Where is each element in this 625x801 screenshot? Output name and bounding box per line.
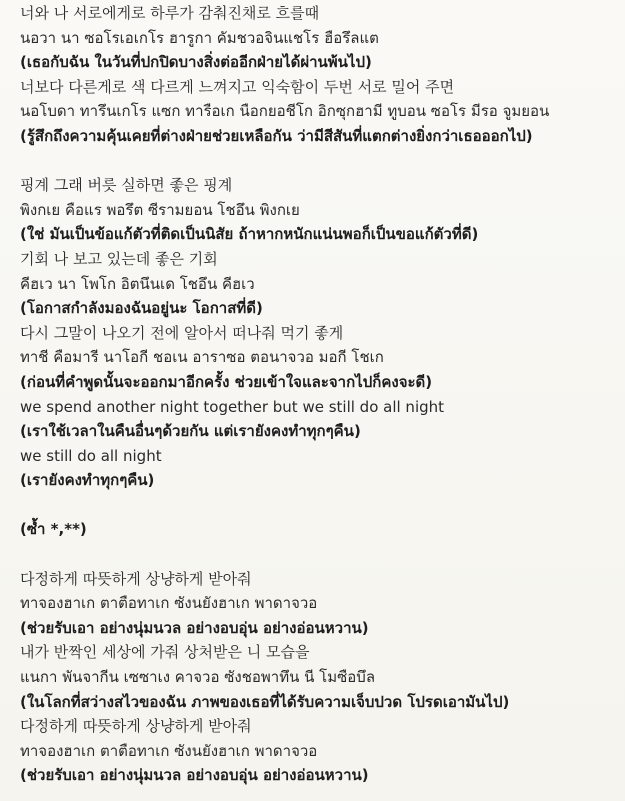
korean-line: 너보다 다른게로 색 다르게 느껴지고 익숙함이 두번 서로 밀어 주면	[20, 77, 455, 96]
english-line: we still do all night	[20, 446, 162, 465]
thai-translation-line: (เราใช้เวลาในคืนอื่นๆด้วยกัน แต่เรายังคงทำทุกๆคืน)	[20, 422, 361, 441]
thai-romanization-line: พิงกเย คือแร พอรึต ซีรามยอน โชอึน พิงกเย	[20, 200, 300, 219]
english-line: we spend another night together but we still do all night	[20, 397, 445, 416]
blank-line	[20, 149, 617, 174]
thai-translation-line: (เธอกับฉัน ในวันที่ปกปิดบางสิ่งต่ออีกฝ่ายได้ผ่านพ้นไป)	[20, 53, 372, 72]
thai-translation-line: (ในโลกที่สว่างสไวของฉัน ภาพของเธอที่ได้รับความเจ็บปวด โปรดเอามันไป)	[20, 692, 510, 711]
korean-line: 다정하게 따뜻하게 상냥하게 받아줘	[20, 717, 252, 736]
thai-romanization-line: ทาจองฮาเก ตาตือทาเก ซังนยังฮาเก พาดาจวอ	[20, 594, 318, 613]
thai-romanization-line: คีฮเว นา โพโก อิตนึนเด โชอึน คีฮเว	[20, 274, 255, 293]
korean-line: 핑계 그래 버릇 실하면 좋은 핑계	[20, 176, 233, 195]
blank-line	[20, 542, 617, 567]
thai-translation-line: (ใช่ มันเป็นข้อแก้ตัวที่ติดเป็นนิสัย ถ้าหากหนักแน่นพอก็เป็นขอแก้ตัวที่ดี)	[20, 225, 479, 244]
korean-line: 기회 나 보고 있는데 좋은 기회	[20, 249, 218, 268]
repeat-marker: (ซ้ำ *,**)	[20, 520, 87, 539]
blank-line	[20, 493, 617, 518]
thai-romanization-line: ทาชี คือมารี นาโอกี ชอเน อาราซอ ตอนาจวอ มอกี โชเก	[20, 348, 384, 367]
thai-translation-line: (ช่วยรับเอา อย่างนุ่มนวล อย่างอบอุ่น อย่างอ่อนหวาน)	[20, 618, 369, 637]
thai-translation-line: (รู้สึกถึงความคุ้นเคยที่ต่างฝ่ายช่วยเหลือกัน ว่ามีสีสันที่แตกต่างยิ่งกว่าเธอออกไป)	[20, 126, 533, 145]
korean-line: 너와 나 서로에게로 하루가 감춰진채로 흐를때	[20, 4, 320, 22]
thai-romanization-line: ทาจองฮาเก ตาตือทาเก ซังนยังฮาเก พาดาจวอ	[20, 741, 318, 760]
thai-translation-line: (ก่อนที่คำพูดนั้นจะออกมาอีกครั้ง ช่วยเข้าใจและจากไปก็คงจะดี)	[20, 372, 433, 391]
korean-line: 내가 반짝인 세상에 가줘 상처받은 니 모습을	[20, 643, 310, 662]
thai-romanization-line: แนกา พันจากีน เซซาเง คาจวอ ซังชอพาทึน นี โมซือบึล	[20, 668, 376, 687]
thai-romanization-line: นอวา นา ซอโรเอเกโร ฮารูกา คัมชวอจินแชโร ฮือรึลแต	[20, 28, 379, 47]
korean-line: 다시 그말이 나오기 전에 알아서 떠나줘 먹기 좋게	[20, 323, 344, 342]
thai-translation-line: (โอกาสกำลังมองฉันอยู่นะ โอกาสที่ดี)	[20, 299, 263, 318]
thai-romanization-line: นอโบดา ทารึนเกโร แซก ทารือเก นือกยอชีโก อิกซุกฮามี ทูบอน ซอโร มีรอ จูมยอน	[20, 102, 550, 121]
thai-translation-line: (ช่วยรับเอา อย่างนุ่มนวล อย่างอบอุ่น อย่างอ่อนหวาน)	[20, 766, 369, 785]
thai-translation-line: (เรายังคงทำทุกๆคืน)	[20, 471, 155, 490]
korean-line: 다정하게 따뜻하게 상냥하게 받아줘	[20, 569, 252, 588]
